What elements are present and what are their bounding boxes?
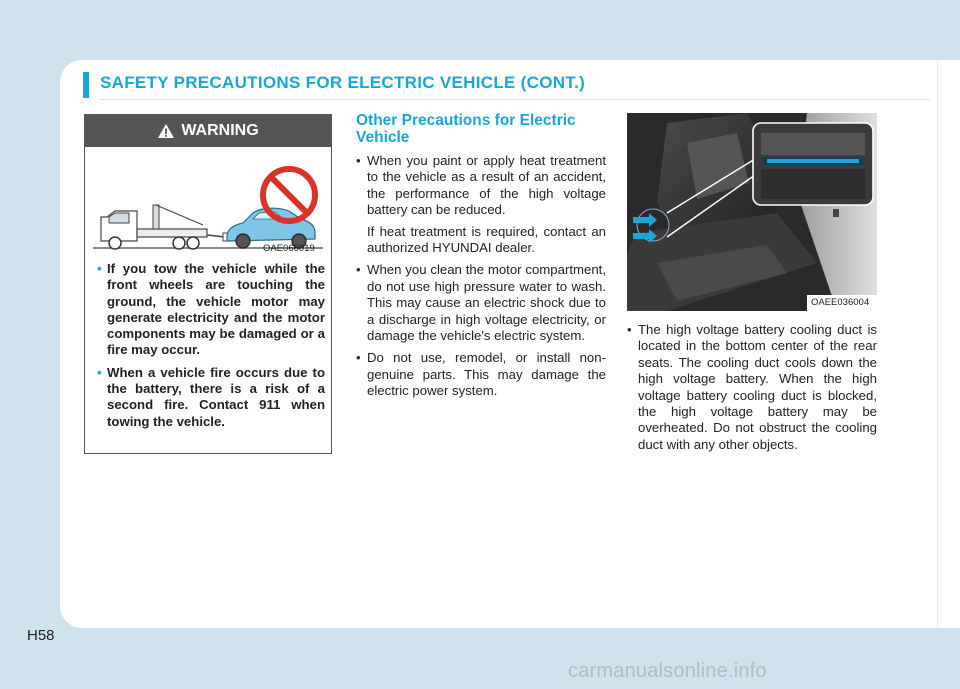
precaution-item: • When you paint or apply heat treatment to the vehicle as a result of an accident, the performance of the high voltage battery can be reduced. If heat treatment is required, contact an authorized HYUNDAI dealer. — [356, 153, 606, 256]
image-code: OAEE036004 — [811, 297, 870, 308]
precautions-list — [356, 153, 606, 400]
section-title: SAFETY PRECAUTIONS FOR ELECTRIC VEHICLE (CONT.) — [100, 73, 586, 92]
precaution-item: • When you clean the motor compartment, do not use high pressure water to wash. This may cause an electric shock due to a discharge in high voltage electricity, or damage the vehicle's electric system. — [356, 262, 606, 344]
warning-item: • If you tow the vehicle while the front wheels are touching the ground, the vehicle motor may generate electricity and the motor components may be damaged or a fire may occur. — [97, 261, 325, 358]
rear-seat-photo — [627, 113, 877, 311]
bullet-icon: • — [627, 322, 632, 337]
page-number: H58 — [27, 627, 55, 644]
bullet-icon: • — [97, 364, 102, 380]
right-margin-rule — [937, 60, 938, 628]
precaution-item: • Do not use, remodel, or install non-genuine parts. This may damage the electric power system. — [356, 350, 606, 399]
warning-item: • When a vehicle fire occurs due to the battery, there is a risk of a second fire. Contact 911 when towing the vehicle. — [97, 364, 325, 429]
cooling-duct-item: • The high voltage battery cooling duct is located in the bottom center of the rear seats. The cooling duct cools down the high voltage battery. When the high voltage battery cooling duct is blocked, the high voltage battery may be overheated. Do not obstruct the cooling duct with any other objects. — [627, 322, 877, 452]
warning-box — [84, 114, 332, 454]
warning-label: WARNING — [181, 122, 259, 139]
title-underline — [100, 99, 930, 100]
cooling-duct-list — [627, 322, 877, 453]
warning-triangle-icon — [157, 123, 175, 139]
cooling-duct-section — [627, 315, 877, 459]
watermark: carmanualsonline.info — [568, 660, 767, 682]
warning-list — [97, 261, 325, 436]
bullet-icon: • — [356, 153, 361, 168]
other-precautions-heading: Other Precautions for Electric Vehicle — [356, 112, 576, 146]
warning-header — [85, 115, 331, 147]
image-code: OAE066019 — [263, 243, 315, 254]
bullet-icon: • — [356, 350, 361, 366]
section-accent-bar — [83, 72, 89, 98]
other-precautions-section — [356, 112, 606, 406]
bullet-icon: • — [356, 262, 361, 278]
bullet-icon: • — [97, 261, 102, 276]
precaution-note: If heat treatment is required, contact an authorized HYUNDAI dealer. — [367, 223, 606, 256]
